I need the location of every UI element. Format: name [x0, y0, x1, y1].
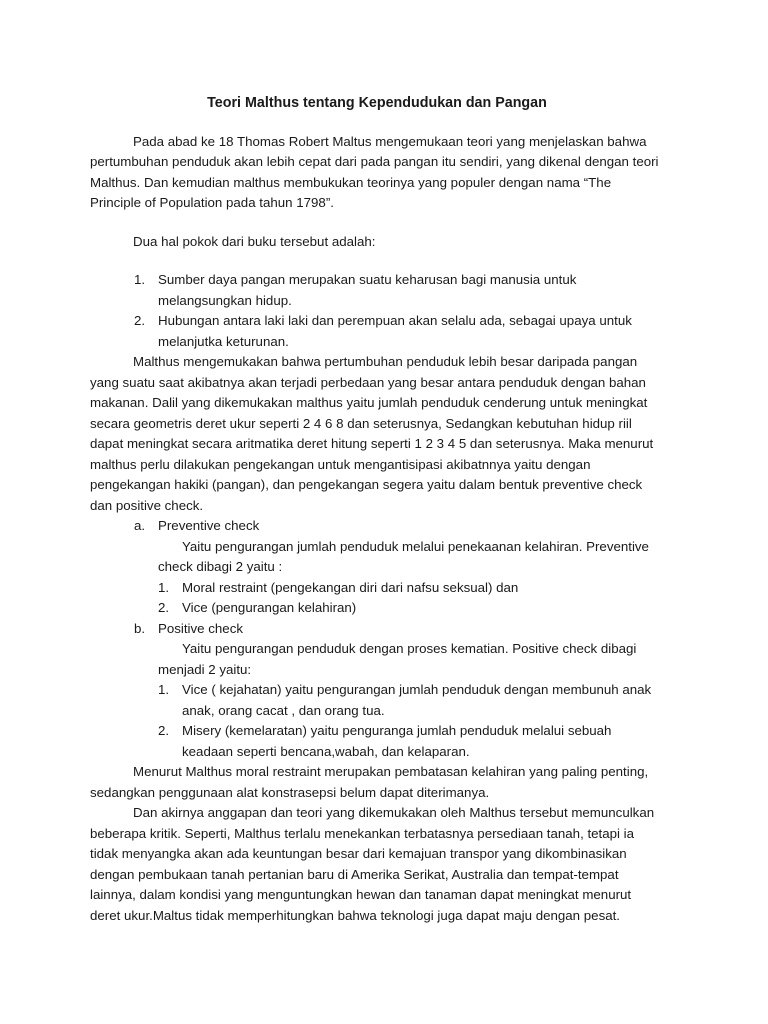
preventive-check-heading	[90, 516, 660, 537]
list-item	[90, 721, 660, 762]
moral-restraint-paragraph: Menurut Malthus moral restraint merupakan pembatasan kelahiran yang paling penting, sedangkan penggunaan alat konstrasepsi belum dapat diterimanya.	[90, 764, 649, 800]
list-item	[90, 680, 660, 721]
explanation-paragraph: Malthus mengemukakan bahwa pertumbuhan penduduk lebih besar daripada pangan yang suatu saat akibatnya akan terjadi perbedaan yang besar antara penduduk dengan bahan makanan. Dalil yang dikemukakan malthus yaitu jumlah penduduk cenderung untuk meningkat secara geometris deret ukur seperti 2 4 6 8 dan seterusnya, Sedangkan kebutuhan hidup riil dapat meningkat secara aritmatika deret hitung seperti 1 2 3 4 5 dan seterusnya. Maka menurut malthus perlu dilakukan pengekangan untuk mengantisipasi akibatnnya yaitu dengan pengekangan hakiki (pangan), dan pengekangan segera yaitu dalam bentuk preventive check dan positive check.	[90, 354, 654, 513]
positive-check-text: Yaitu pengurangan penduduk dengan proses kematian. Positive check dibagi menjadi 2 yaitu:	[158, 641, 637, 677]
preventive-check-text: Yaitu pengurangan jumlah penduduk melalui penekaanan kelahiran. Preventive check dibagi 2 yaitu :	[158, 538, 649, 574]
list-marker: a.	[134, 518, 146, 533]
list-item-text: Vice (pengurangan kelahiran)	[182, 600, 357, 615]
list-item-text: Moral restraint (pengekangan diri dari nafsu seksual) dan	[182, 579, 519, 595]
document-title: Teori Malthus tentang Kependudukan dan Pangan	[207, 95, 547, 111]
list-item-text: Sumber daya pangan merupakan suatu keharusan bagi manusia untuk melangsungkan hidup.	[158, 272, 577, 308]
list-item	[90, 598, 660, 619]
list-marker: b.	[134, 620, 146, 636]
positive-check-heading	[90, 619, 660, 640]
list-item	[90, 578, 660, 599]
lead-paragraph: Dua hal pokok dari buku tersebut adalah:	[133, 233, 376, 249]
list-item	[90, 270, 660, 311]
list-marker: 1.	[158, 579, 170, 595]
list-marker: 2.	[158, 723, 170, 738]
list-item-text: Preventive check	[158, 518, 260, 533]
list-item	[90, 311, 660, 352]
list-item-text: Positive check	[158, 620, 243, 636]
intro-paragraph: Pada abad ke 18 Thomas Robert Maltus mengemukaan teori yang menjelaskan bahwa pertumbuhan penduduk akan lebih cepat dari pada pangan itu sendiri, yang dikenal dengan teori Malthus. Dan kemudian malthus membukukan teorinya yang populer dengan nama “The Principle of Population pada tahun 1798”.	[90, 133, 659, 210]
list-marker: 2.	[134, 313, 146, 328]
list-marker: 1.	[158, 682, 170, 697]
list-marker: 2.	[158, 600, 170, 615]
list-marker: 1.	[134, 272, 146, 287]
list-item-text: Misery (kemelaratan) yaitu penguranga jumlah penduduk melalui sebuah keadaan seperti bencana,wabah, dan kelaparan.	[182, 723, 612, 759]
list-item-text: Hubungan antara laki laki dan perempuan akan selalu ada, sebagai upaya untuk melanjutka keturunan.	[158, 313, 632, 349]
list-item-text: Vice ( kejahatan) yaitu pengurangan jumlah penduduk dengan membunuh anak anak, orang cacat , dan orang tua.	[182, 682, 652, 718]
criticism-paragraph: Dan akirnya anggapan dan teori yang dikemukakan oleh Malthus tersebut memunculkan beberapa kritik. Seperti, Malthus terlalu menekankan terbatasnya persediaan tanah, tetapi ia tidak menyangka akan ada keuntungan besar dari kemajuan transpor yang dikombinasikan dengan pembukaan tanah pertanian baru di Amerika Serikat, Australia dan tempat-tempat lainnya, dalam kondisi yang menguntungkan hewan dan tanaman dapat meningkat menurut deret ukur.Maltus tidak memperhitungkan bahwa teknologi juga dapat maju dengan pesat.	[90, 805, 655, 923]
